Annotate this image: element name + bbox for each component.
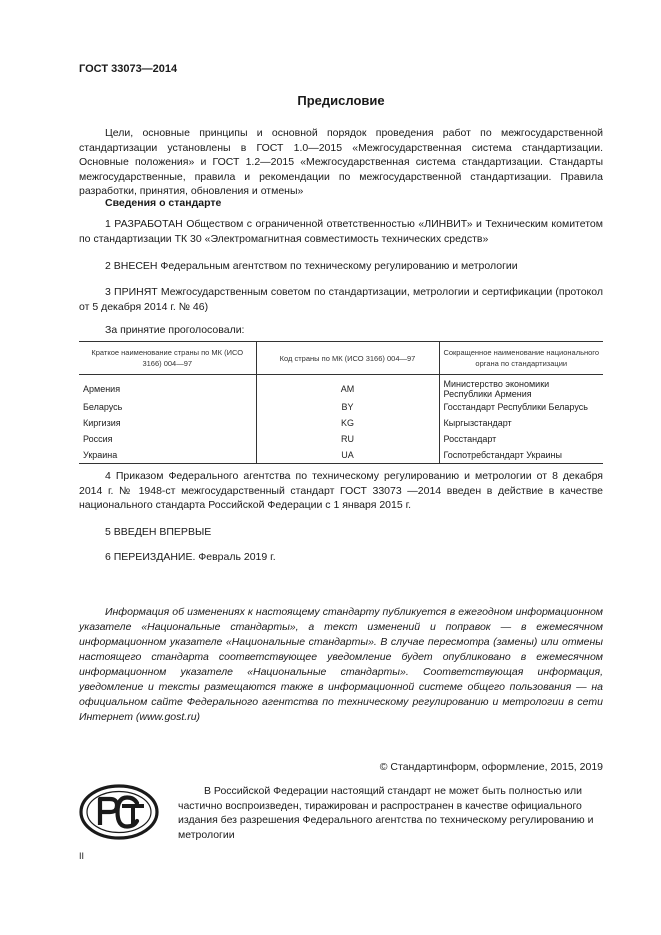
- table-row: [79, 415, 603, 431]
- intro-paragraph: Цели, основные принципы и основной порядок проведения работ по межгосударственной стандартизации установлены в ГОСТ 1.0—2015 «Межгосударственная система стандартизации. Основные положения» и ГОСТ 1.2—2015 «Межгосударственная система стандартизации. Стандарты межгосударственные, правила и рекомендации по межгосударственной стандартизации. Правила разработки, принятия, обновления и отмены»: [79, 127, 603, 197]
- body-cell: Росстандарт: [439, 431, 603, 447]
- country-cell: Украина: [79, 447, 256, 464]
- item-developed: 1 РАЗРАБОТАН Обществом с ограниченной ответственностью «ЛИНВИТ» и Техническим комитетом по стандартизации ТК 30 «Электромагнитная совместимость технических средств»: [79, 218, 603, 245]
- table-row: [79, 447, 603, 464]
- copyright-line: © Стандартинформ, оформление, 2015, 2019: [379, 761, 603, 773]
- body-cell: Госстандарт Республики Беларусь: [439, 399, 603, 415]
- body-cell: Госпотребстандарт Украины: [439, 447, 603, 464]
- code-cell: BY: [256, 399, 439, 415]
- table-header-row: [79, 342, 603, 375]
- item-first-introduced: 5 ВВЕДЕН ВПЕРВЫЕ: [105, 526, 212, 538]
- item-introduced: 2 ВНЕСЕН Федеральным агентством по техническому регулированию и метрологии: [105, 260, 518, 272]
- body-cell: Кыргызстандарт: [439, 415, 603, 431]
- section-subtitle: Сведения о стандарте: [105, 197, 222, 209]
- code-cell: AM: [256, 375, 439, 400]
- column-header-country: Краткое наименование страны по МК (ИСО 3166) 004—97: [79, 342, 256, 375]
- column-header-body: Сокращенное наименование национального органа по стандартизации: [439, 342, 603, 375]
- code-cell: UA: [256, 447, 439, 464]
- page-title: Предисловие: [297, 93, 385, 108]
- item-reissue: 6 ПЕРЕИЗДАНИЕ. Февраль 2019 г.: [105, 551, 276, 563]
- voting-table: [79, 341, 603, 464]
- table-row: [79, 375, 603, 400]
- column-header-code: Код страны по МК (ИСО 3166) 004—97: [256, 342, 439, 375]
- table-row: [79, 399, 603, 415]
- code-cell: RU: [256, 431, 439, 447]
- page-number: II: [79, 851, 85, 861]
- body-cell: Министерство экономики Республики Армения: [439, 375, 603, 400]
- rst-certification-mark-icon: [79, 784, 159, 840]
- country-cell: Россия: [83, 434, 113, 444]
- changes-information-notice: Информация об изменениях к настоящему стандарту публикуется в ежегодном информационном указателе «Национальные стандарты», а текст изменений и поправок — в ежемесячном информационном указателе «Национальные стандарты». В случае пересмотра (замены) или отмены настоящего стандарта соответствующее уведомление будет опубликовано в ежемесячном информационном указателе «Национальные стандарты». Соответствующая информация, уведомление и тексты размещаются также в информационной системе общего пользования — на официальном сайте Федерального агентства по техническому регулированию и метрологии в сети Интернет (www.gost.ru): [79, 606, 603, 723]
- code-cell: KG: [256, 415, 439, 431]
- item-order: 4 Приказом Федерального агентства по техническому регулированию и метрологии от 8 декабря 2014 г. № 1948-ст межгосударственный стандарт ГОСТ 33073 —2014 введен в действие в качестве национального стандарта Российской Федерации с 1 января 2015 г.: [79, 470, 603, 511]
- table-row: [79, 431, 603, 447]
- country-cell: Беларусь: [83, 402, 123, 412]
- country-cell: Киргизия: [83, 418, 121, 428]
- country-cell: Армения: [83, 384, 121, 394]
- item-adopted: 3 ПРИНЯТ Межгосударственным советом по стандартизации, метрологии и сертификации (протокол от 5 декабря 2014 г. № 46): [79, 286, 603, 313]
- vote-caption: За принятие проголосовали:: [105, 324, 245, 336]
- reproduction-notice: В Российской Федерации настоящий стандарт не может быть полностью или частично воспроизведен, тиражирован и распространен в качестве официального издания без разрешения Федерального агентства по техническому регулированию и метрологии: [178, 785, 594, 841]
- document-number: ГОСТ 33073—2014: [79, 63, 178, 75]
